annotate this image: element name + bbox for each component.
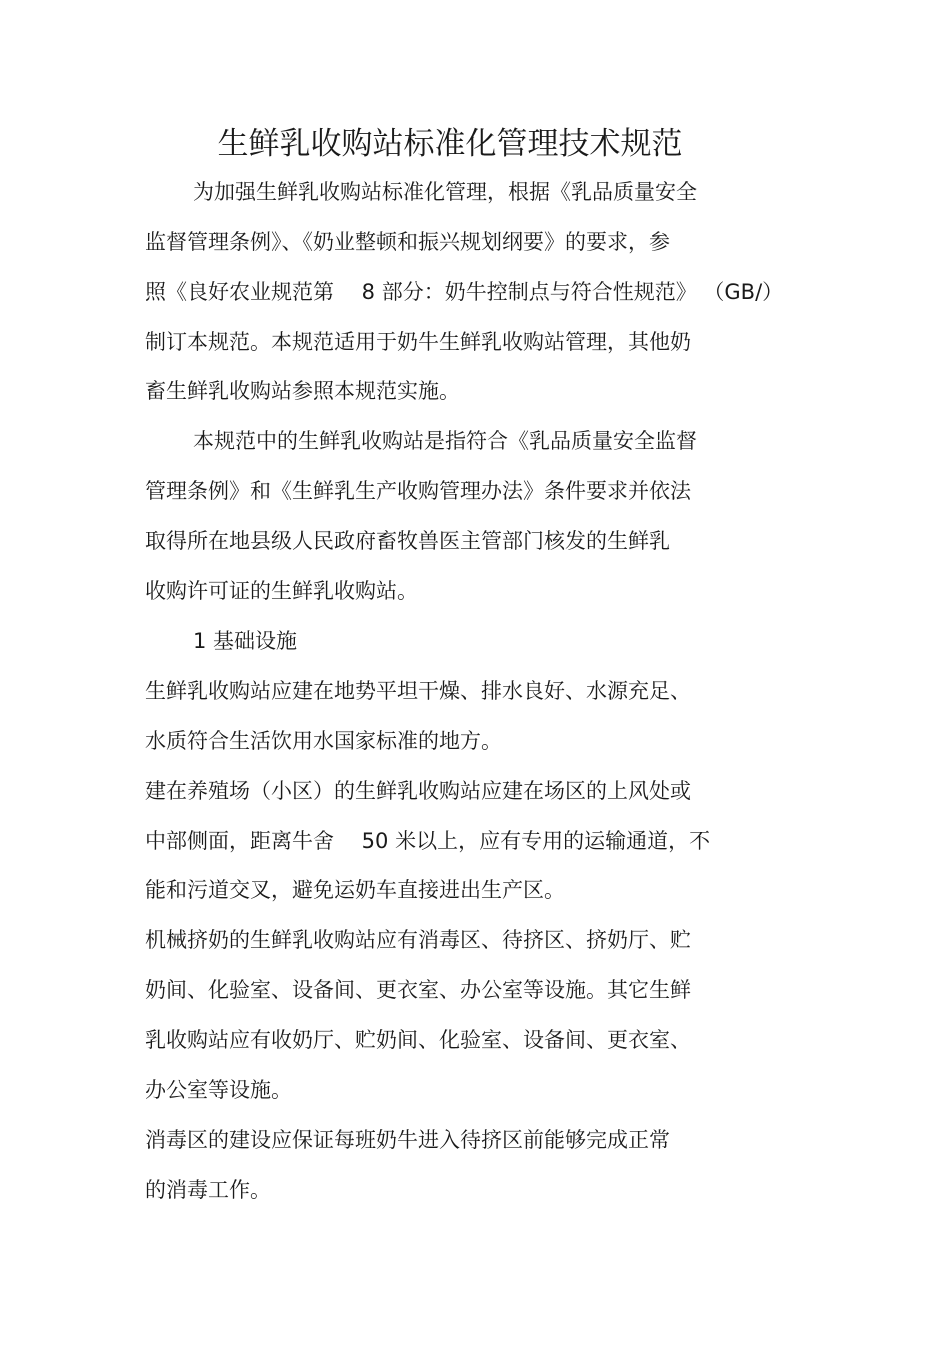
text-line: 乳收购站应有收奶厅、贮奶间、化验室、设备间、更衣室、	[145, 1028, 691, 1052]
text-line: 办公室等设施。	[145, 1078, 292, 1102]
text-line: 制订本规范。本规范适用于奶牛生鲜乳收购站管理，其他奶	[145, 330, 691, 354]
text-line: 监督管理条例》、《奶业整顿和振兴规划纲要》的要求，参	[145, 230, 670, 254]
text-line: 照《良好农业规范第 8 部分：奶牛控制点与符合性规范》 （GB/）	[145, 280, 784, 304]
text-line: 中部侧面，距离牛舍 50 米以上，应有专用的运输通道，不	[145, 829, 711, 853]
text-line: 收购许可证的生鲜乳收购站。	[145, 579, 418, 603]
document-title: 生鲜乳收购站标准化管理技术规范	[217, 126, 683, 162]
text-line: 生鲜乳收购站应建在地势平坦干燥、排水良好、水源充足、	[145, 679, 691, 703]
text-line: 能和污道交叉，避免运奶车直接进出生产区。	[145, 878, 565, 902]
section-heading: 1 基础设施	[193, 629, 298, 653]
text-line: 建在养殖场（小区）的生鲜乳收购站应建在场区的上风处或	[145, 779, 691, 803]
text-line: 水质符合生活饮用水国家标准的地方。	[145, 729, 502, 753]
text-line: 本规范中的生鲜乳收购站是指符合《乳品质量安全监督	[193, 429, 697, 453]
text-line: 畜生鲜乳收购站参照本规范实施。	[145, 379, 460, 403]
text-line: 的消毒工作。	[145, 1178, 271, 1202]
text-line: 机械挤奶的生鲜乳收购站应有消毒区、待挤区、挤奶厅、贮	[145, 928, 691, 952]
text-line: 取得所在地县级人民政府畜牧兽医主管部门核发的生鲜乳	[145, 529, 670, 553]
text-line: 为加强生鲜乳收购站标准化管理，根据《乳品质量安全	[193, 180, 697, 204]
text-line: 消毒区的建设应保证每班奶牛进入待挤区前能够完成正常	[145, 1128, 670, 1152]
text-line: 奶间、化验室、设备间、更衣室、办公室等设施。其它生鲜	[145, 978, 691, 1002]
text-line: 管理条例》和《生鲜乳生产收购管理办法》条件要求并依法	[145, 479, 691, 503]
